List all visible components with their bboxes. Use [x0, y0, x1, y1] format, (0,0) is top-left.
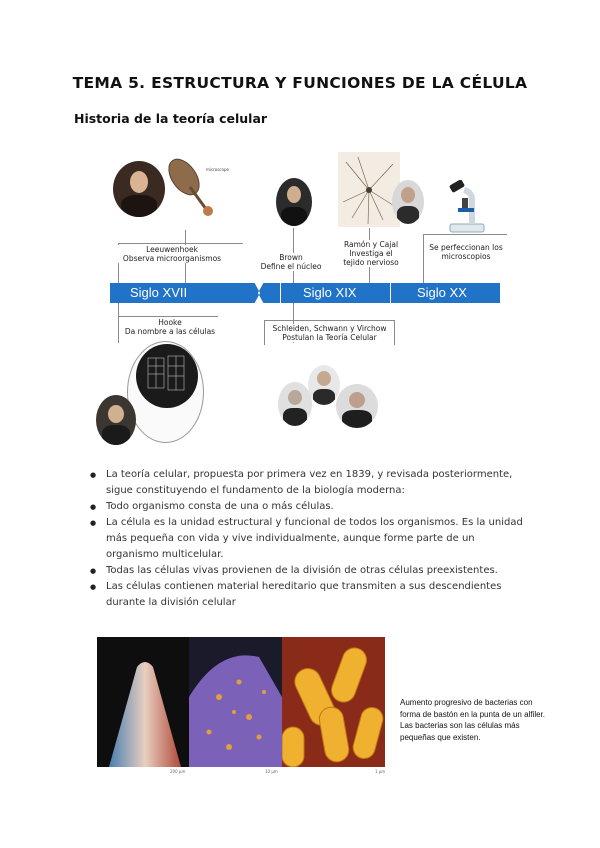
- pin-tip-photo: [97, 637, 189, 767]
- ramon-y-cajal-portrait: [392, 180, 424, 224]
- list-item: ● La célula es la unidad estructural y funcional de todos los organismos. Es la unidad más pequeña con vida y vive individualmente, aunque forme parte de un organismo multicelular.: [90, 515, 530, 563]
- schleiden-portrait: [278, 382, 312, 426]
- event-microscopios: Se perfeccionan los microscopios: [426, 243, 506, 261]
- figure-caption: Aumento progresivo de bacterias con forma de bastón en la punta de un alfiler. Las bacterias son las células más pequeñas que existen.: [400, 698, 545, 742]
- event-brown: Brown Define el núcleo: [255, 253, 327, 271]
- page-title: TEMA 5. ESTRUCTURA Y FUNCIONES DE LA CÉLULA: [72, 74, 528, 92]
- list-item: ● Todas las células vivas provienen de la división de otras células preexistentes.: [90, 563, 530, 579]
- connector-line: [394, 320, 395, 345]
- century-bar: [110, 283, 500, 303]
- bacteria-closeup-photo: [282, 637, 385, 767]
- pin-tip-bacteria-photo: [189, 637, 282, 767]
- svg-text:microscope: microscope: [206, 167, 229, 172]
- cork-cells-circle: [136, 344, 198, 408]
- connector-line: [118, 316, 218, 317]
- modern-microscope-image: [442, 180, 492, 234]
- scale-label: 200 µm: [170, 769, 186, 774]
- century-label: Siglo XIX: [303, 285, 357, 300]
- neuron-drawing: [338, 152, 400, 227]
- list-item: ● Las células contienen material hereditario que transmiten a sus descendientes durante la división celular: [90, 579, 530, 611]
- leeuwenhoek-microscope-image: [162, 153, 232, 221]
- schwann-portrait: [308, 365, 340, 405]
- hooke-portrait: [96, 395, 136, 445]
- brown-portrait: [276, 178, 312, 226]
- leeuwenhoek-portrait: [113, 161, 165, 217]
- event-schleiden-schwann-virchow: Schleiden, Schwann y Virchow Postulan la Teoría Celular: [266, 324, 393, 342]
- event-ramon-y-cajal: Ramón y Cajal Investiga el tejido nervioso: [340, 240, 402, 267]
- connector-line: [118, 303, 119, 343]
- scale-label: 1 µm: [375, 769, 386, 774]
- century-divider: [280, 283, 281, 303]
- section-heading: Historia de la teoría celular: [74, 111, 268, 126]
- cell-theory-timeline: [100, 150, 510, 450]
- connector-line: [423, 234, 507, 235]
- connector-line: [264, 320, 265, 345]
- connector-line: [264, 320, 394, 321]
- connector-line: [118, 243, 243, 244]
- scale-label: 10 µm: [265, 769, 278, 774]
- century-label: Siglo XVII: [130, 285, 188, 300]
- cell-theory-list: [90, 467, 530, 611]
- list-item: ● Todo organismo consta de una o más células.: [90, 499, 530, 515]
- event-leeuwenhoek: Leeuwenhoek Observa microorganismos: [117, 245, 227, 263]
- event-hooke: Hooke Da nombre a las células: [120, 318, 220, 336]
- century-label: Siglo XX: [417, 285, 467, 300]
- century-divider: [390, 283, 391, 303]
- list-item: ● La teoría celular, propuesta por primera vez en 1839, y revisada posteriormente, sigue constituyendo el fundamento de la biología moderna:: [90, 467, 530, 499]
- connector-line: [423, 234, 424, 283]
- virchow-portrait: [336, 384, 378, 428]
